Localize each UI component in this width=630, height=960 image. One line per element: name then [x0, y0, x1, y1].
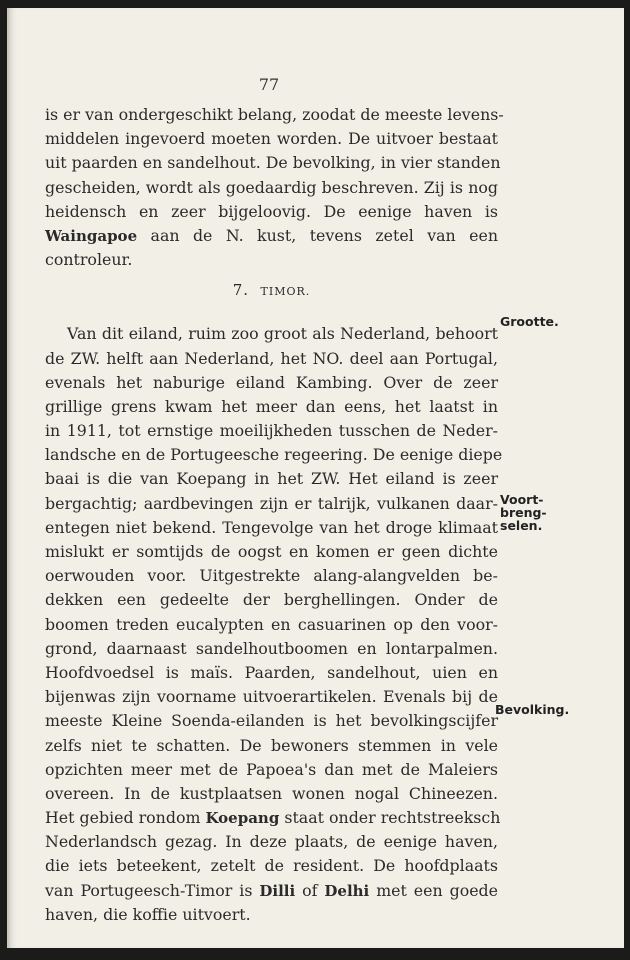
text-line: opzichten meer met de Papoea's dan met de Maleiers [45, 759, 498, 779]
text-line: meeste Kleine Soenda-eilanden is het bevolkingscijfer [45, 711, 498, 731]
text-line: die iets beteekent, zetelt de resident. De hoofdplaats [45, 856, 498, 876]
text-line: heidensch en zeer bijgeloovig. De eenige haven is [45, 201, 498, 221]
place-name-delhi: Delhi [324, 881, 370, 900]
text-line: haven, die koffie uitvoert. [45, 904, 251, 924]
text-line: landsche en de Portugeesche regeering. De eenige diepe [45, 445, 503, 465]
text-line: in 1911, tot ernstige moeilijkheden tusschen de Neder- [45, 421, 498, 441]
text-line: is er van ondergeschikt belang, zoodat de meeste levens- [45, 105, 504, 124]
text-line: grond, daarnaast sandelhoutboomen en lontarpalmen. [45, 638, 498, 658]
page-number: 77 [258, 75, 280, 94]
text-line: bijenwas zijn voorname uitvoerartikelen. Evenals bij de [45, 687, 498, 707]
text-line: grillige grens kwam het meer dan eens, het laatst in [45, 396, 498, 416]
place-name-koepang: Koepang [205, 809, 280, 828]
text-line: evenals het naburige eiland Kambing. Over de zeer [45, 372, 498, 392]
text-line: Nederlandsch gezag. In deze plaats, de eenige haven, [45, 832, 498, 852]
text-line: dekken een gedeelte der berghellingen. Onder de [45, 590, 498, 610]
text-line: overeen. In de kustplaatsen wonen nogal Chineezen. [45, 783, 498, 803]
text-line: mislukt er somtijds de oogst en komen er geen dichte [45, 542, 498, 561]
text-line: boomen treden eucalypten en casuarinen op den voor- [45, 614, 498, 634]
text-line: Hoofdvoedsel is maïs. Paarden, sandelhout, uien en [45, 662, 498, 682]
text-line: controleur. [45, 250, 133, 270]
text-line: Van dit eiland, ruim zoo groot als Nederland, behoort [67, 324, 498, 344]
margin-note-bevolking: Bevolking. [495, 702, 570, 717]
text-line: van Portugeesch-Timor is Dilli of Delhi met een goede [45, 880, 499, 900]
text-line: baai is die van Koepang in het ZW. Het eiland is zeer [45, 469, 498, 489]
text-line: Waingapoe aan de N. kust, tevens zetel van een [45, 225, 498, 245]
text-line: oerwouden voor. Uitgestrekte alang-alangvelden be- [45, 566, 498, 586]
place-name-dilli: Dilli [259, 881, 296, 900]
text-line: zelfs niet te schatten. De bewoners stemmen in vele [45, 735, 498, 755]
page-body [45, 103, 504, 927]
text-line: entegen niet bekend. Tengevolge van het droge klimaat [45, 517, 498, 537]
text-line: uit paarden en sandelhout. De bevolking, in vier standen [45, 153, 501, 173]
text-line: de ZW. helft aan Nederland, het NO. deel aan Portugal, [45, 348, 498, 368]
text-line: gescheiden, wordt als goedaardig beschreven. Zij is nog [45, 177, 498, 197]
section-heading: 7. TIMOR. [232, 281, 311, 300]
text-line: Het gebied rondom Koepang staat onder rechtstreeksch [45, 808, 501, 828]
margin-note-grootte: Grootte. [500, 314, 559, 329]
place-name-waingapoe: Waingapoe [45, 226, 138, 245]
margin-note-voortbrengselen: Voort- breng- selen. [500, 492, 547, 533]
book-page [7, 8, 624, 948]
text-line: bergachtig; aardbevingen zijn er talrijk, vulkanen daar- [45, 493, 498, 513]
text-line: middelen ingevoerd moeten worden. De uitvoer bestaat [45, 129, 498, 149]
